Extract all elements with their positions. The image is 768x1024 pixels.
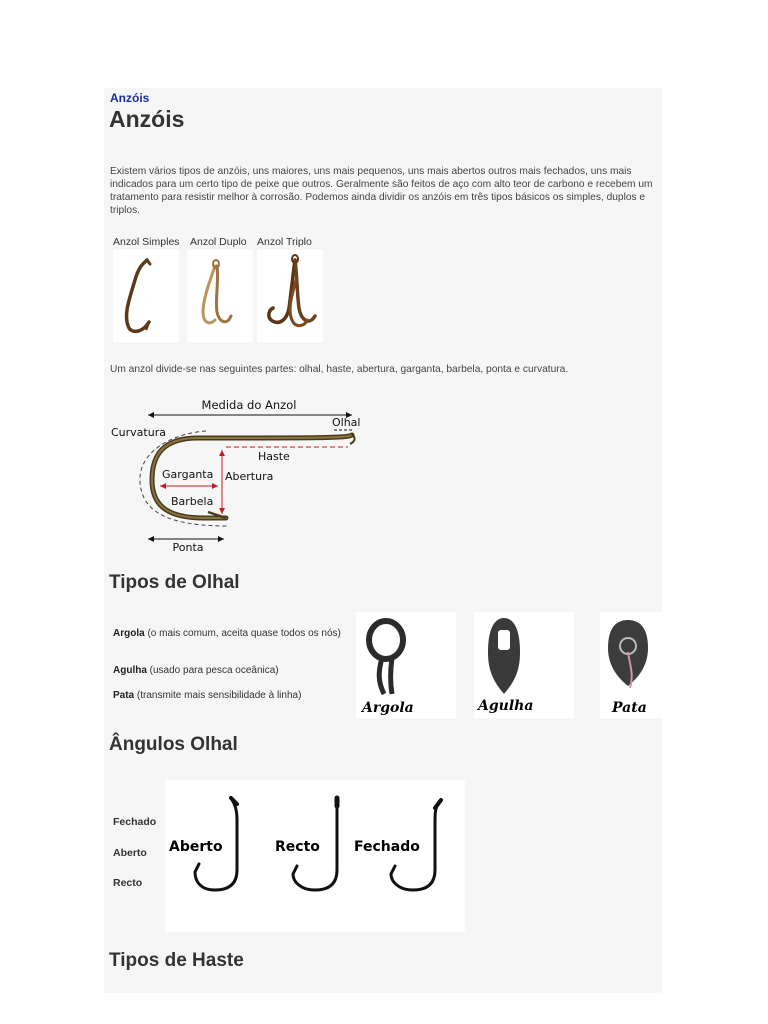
hook-anatomy-diagram (108, 394, 368, 556)
single-hook-icon (113, 250, 179, 342)
caption-fechado: Fechado (354, 839, 420, 855)
caption-pata: Pata (612, 700, 647, 716)
section-title-olhal: Tipos de Olhal (109, 572, 240, 593)
pata-eye-icon (600, 612, 662, 718)
hook-label-triplo: Anzol Triplo (257, 236, 312, 248)
argola-eye-image (356, 612, 456, 718)
hook-label-duplo: Anzol Duplo (190, 236, 247, 248)
agulha-eye-icon (474, 612, 574, 718)
angle-label-aberto: Aberto (113, 847, 147, 859)
argola-eye-icon (356, 612, 456, 718)
triple-hook-image (257, 250, 323, 342)
olhal-item-agulha: Agulha (usado para pesca oceânica) (113, 665, 279, 676)
section-title-angulos: Ângulos Olhal (109, 734, 238, 755)
double-hook-image (187, 250, 253, 342)
label-abertura: Abertura (225, 470, 274, 483)
caption-recto: Recto (275, 839, 320, 855)
label-curvatura: Curvatura (111, 426, 166, 439)
label-olhal: Olhal (332, 416, 361, 429)
label-haste: Haste (258, 450, 290, 463)
intro-paragraph: Existem vários tipos de anzóis, uns maiores, uns mais pequenos, uns mais abertos outros mais fechados, uns mais indicados para um certo tipo de peixe que outros. Geralmente são feitos de aço com alto teor de carbono e recebem um tratamento para resistir melhor à corrosão. Podemos ainda dividir os anzóis em três tipos básicos os simples, duplos e triplos. (110, 166, 653, 216)
agulha-eye-image (474, 612, 574, 718)
page-title: Anzóis (109, 106, 185, 132)
caption-argola: Argola (362, 700, 414, 716)
label-ponta: Ponta (172, 541, 204, 554)
olhal-item-argola: Argola (o mais comum, aceita quase todos os nós) (113, 628, 341, 639)
caption-agulha: Agulha (478, 698, 534, 714)
eye-angles-icon (165, 780, 465, 932)
breadcrumb-link[interactable]: Anzóis (110, 91, 150, 105)
caption-aberto: Aberto (169, 839, 223, 855)
eye-angles-image (165, 780, 465, 932)
angle-label-fechado: Fechado (113, 816, 157, 828)
olhal-item-pata: Pata (transmite mais sensibilidade à linha) (113, 690, 302, 701)
angle-label-recto: Recto (113, 877, 143, 889)
section-title-haste: Tipos de Haste (109, 950, 244, 971)
double-hook-icon (187, 250, 253, 342)
single-hook-image (113, 250, 179, 342)
label-garganta: Garganta (162, 468, 214, 481)
label-medida: Medida do Anzol (201, 398, 297, 412)
hook-label-simples: Anzol Simples (113, 236, 180, 248)
label-barbela: Barbela (171, 495, 214, 508)
pata-eye-image (600, 612, 700, 718)
triple-hook-icon (257, 250, 329, 342)
parts-sentence: Um anzol divide-se nas seguintes partes: olhal, haste, abertura, garganta, barbela, ponta e curvatura. (110, 364, 569, 375)
